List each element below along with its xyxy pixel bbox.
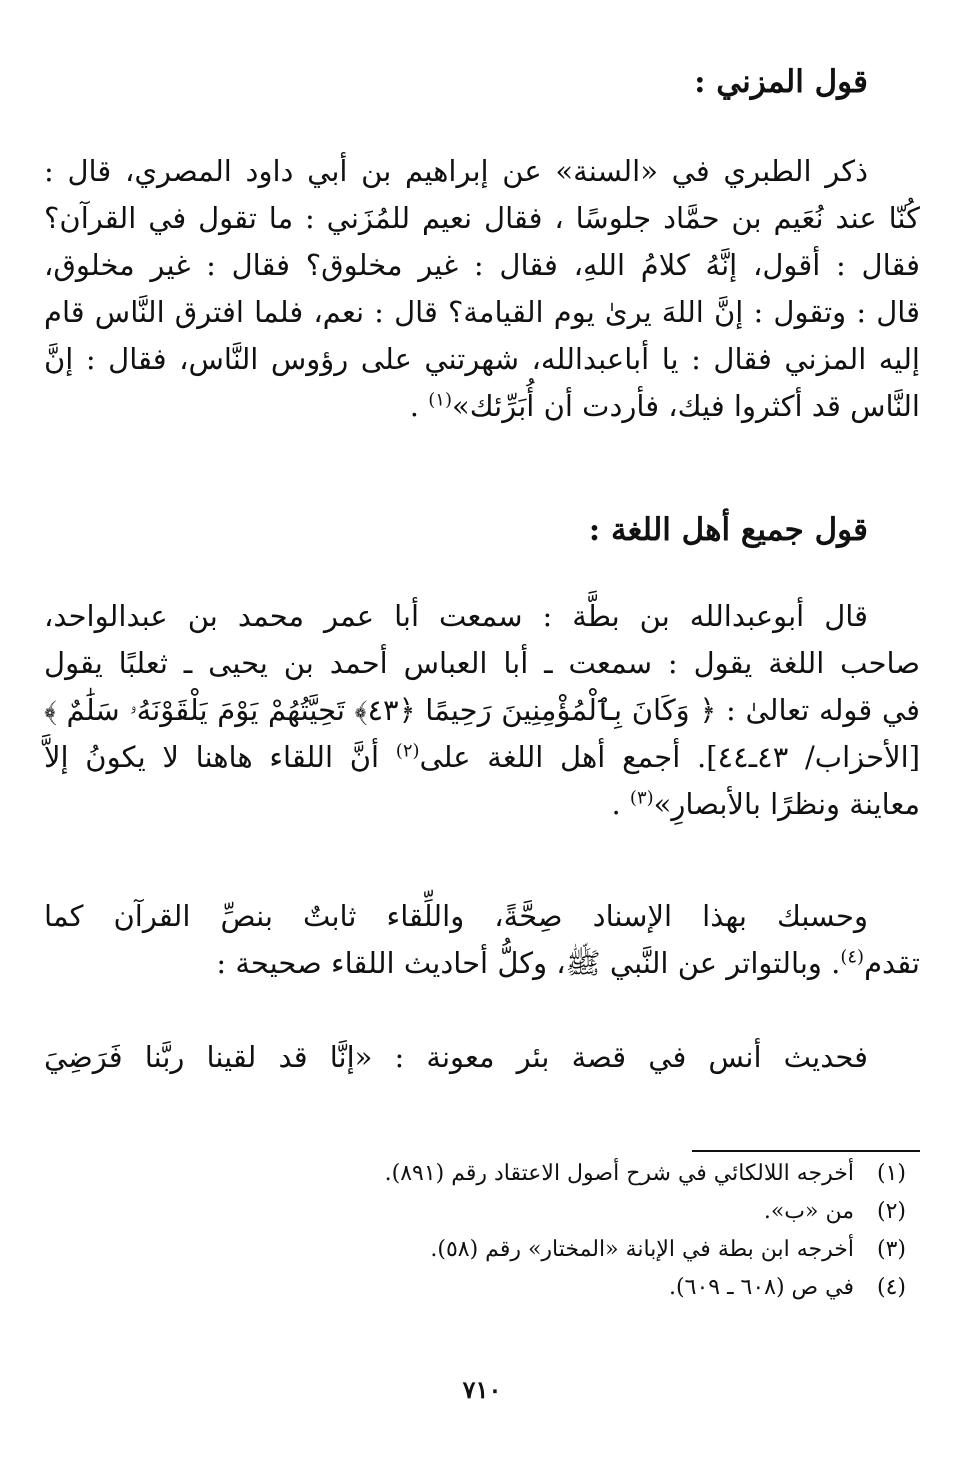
text-line: [44, 734, 920, 781]
page-number: ٧١٠: [462, 1375, 502, 1404]
footnote-text: في ص (٦٠٨ ـ ٦٠٩).: [669, 1275, 854, 1300]
text-line: [44, 940, 920, 987]
text-line: قال أبوعبدالله بن بطَّة : سمعت أبا عمر محمد بن عبدالواحد،: [44, 599, 868, 633]
footnote-ref: (٤): [840, 946, 865, 968]
paragraph-language: [44, 593, 920, 828]
footnote: [40, 1155, 906, 1193]
text-segment: [الأحزاب/ ٤٣ـ٤٤]. أجمع أهل اللغة على: [419, 740, 921, 774]
text-segment: .: [409, 389, 429, 423]
paragraph-muzani: [44, 148, 920, 430]
footnote-text: أخرجه ابن بطة في الإبانة «المختار» رقم (٥٨).: [430, 1237, 854, 1262]
footnote-ref: (٣): [629, 787, 654, 809]
footnote-number: (١): [876, 1161, 906, 1186]
text-line: فقال : أقول، إنَّهُ كلامُ اللهِ، فقال : غير مخلوق؟ فقال : غير مخلوق،: [44, 248, 920, 282]
quran-verse-line: في قوله تعالىٰ : ﴿ وَكَانَ بِٱلْمُؤْمِنِينَ رَحِيمًا ﴿٤٣﴾ تَحِيَّتُهُمْ يَوْمَ يَلْقَوْنَهُۥ سَلَٰمٌ ﴾: [44, 693, 920, 727]
text-segment: النَّاس قد أكثروا فيك، فأردت أن أُبَرِّئك»: [451, 389, 920, 423]
footnote: [40, 1269, 906, 1307]
footnote-ref: (١): [428, 389, 452, 411]
text-segment: أنَّ اللقاء هاهنا لا يكونُ إلاَّ: [44, 740, 396, 774]
text-segment: .: [611, 787, 630, 821]
paragraph-anas-hadith: [44, 1034, 920, 1081]
text-line: قال : وتقول : إنَّ اللهَ يرىٰ يوم القيامة؟ قال : نعم، فلما افترق النَّاس قام: [44, 295, 920, 329]
footnote-number: (٢): [876, 1199, 906, 1224]
footnote: [40, 1193, 906, 1231]
footnote-separator: [692, 1150, 920, 1152]
footnote-number: (٤): [876, 1275, 906, 1300]
text-segment: . وبالتواتر عن النَّبي ﷺ، وكلُّ أحاديث اللقاء صحيحة :: [216, 946, 841, 980]
text-line: [44, 781, 920, 828]
footnotes: [40, 1155, 906, 1307]
footnote-text: أخرجه اللالكائي في شرح أصول الاعتقاد رقم (٨٩١).: [384, 1161, 854, 1186]
section-heading-muzani: قول المزني :: [694, 64, 868, 100]
footnote-text: من «ب».: [763, 1199, 854, 1224]
text-line: فحديث أنس في قصة بئر معونة : «إنَّا قد لقينا ربَّنا فَرَضِيَ: [44, 1040, 868, 1074]
text-segment: تقدم: [864, 946, 920, 980]
text-line: وحسبك بهذا الإسناد صِحَّةً، واللِّقاء ثابتٌ بنصِّ القرآن كما: [44, 899, 868, 933]
footnote-number: (٣): [876, 1237, 906, 1262]
text-line: كُنّا عند نُعَيم بن حمَّاد جلوسًا ، فقال نعيم للمُزَني : ما تقول في القرآن؟: [44, 201, 920, 235]
text-line: إليه المزني فقال : يا أباعبدالله، شهرتني على رؤوس النَّاس، فقال : إنَّ: [44, 342, 920, 376]
paragraph-conclusion: [44, 893, 920, 987]
footnote-ref: (٢): [395, 740, 420, 762]
section-heading-language: قول جميع أهل اللغة :: [588, 512, 868, 548]
footnote: [40, 1231, 906, 1269]
text-line: ذكر الطبري في «السنة» عن إبراهيم بن أبي داود المصري، قال :: [44, 154, 868, 188]
text-segment: معاينة ونظرًا بالأبصارِ»: [653, 787, 920, 821]
text-line: صاحب اللغة يقول : سمعت ـ أبا العباس أحمد بن يحيى ـ ثعلبًا يقول: [44, 646, 920, 680]
text-line: [44, 383, 920, 430]
